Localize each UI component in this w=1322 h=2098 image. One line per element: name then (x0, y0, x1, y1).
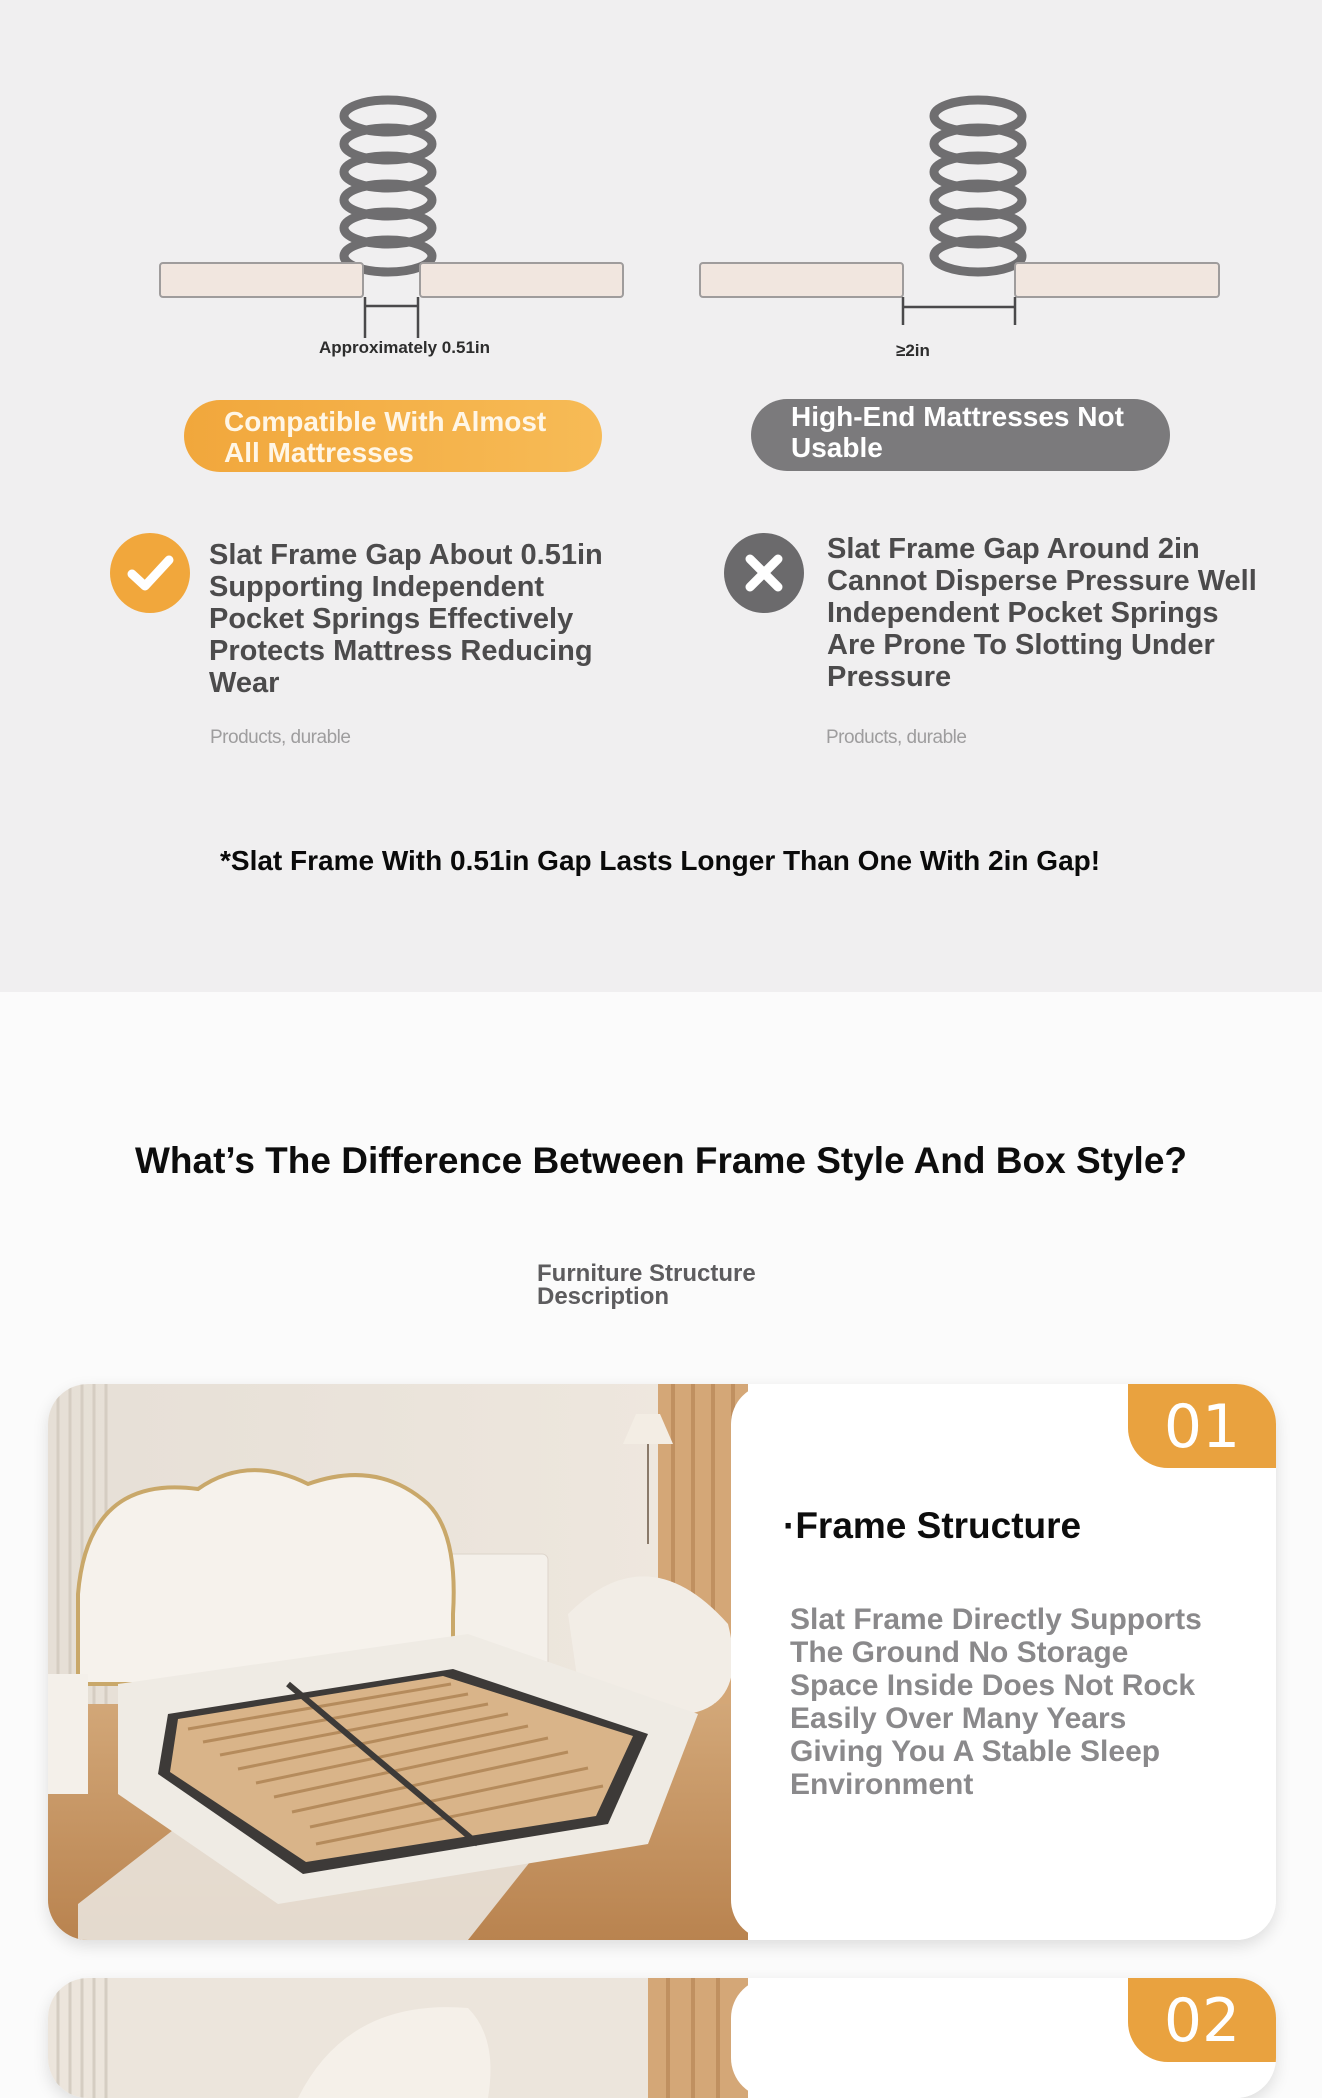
slat-right-b (1015, 263, 1219, 297)
right-caption: Products, durable (826, 727, 967, 748)
gap-marker-left (365, 297, 418, 338)
x-icon (724, 533, 804, 613)
right-description: Slat Frame Gap Around 2in Cannot Disperse Pressure Well Independent Pocket Springs Are Prone To Slotting Under Pressure (827, 533, 1257, 693)
gap-label-left: Approximately 0.51in (319, 338, 491, 357)
gap-footnote: *Slat Frame With 0.51in Gap Lasts Longer Than One With 2in Gap! (220, 845, 1101, 876)
spring-icon-right (934, 100, 1022, 272)
bed-box-photo (48, 1978, 748, 2098)
feature-title-01: ·Frame Structure (783, 1505, 1082, 1546)
slat-right-a (700, 263, 903, 297)
slat-left-b (420, 263, 623, 297)
feature-card-02 (48, 1978, 1276, 2098)
check-icon (110, 533, 190, 613)
feature-number-badge: 01 (1128, 1384, 1276, 1468)
gap-marker-right (903, 297, 1015, 325)
feature-description-01: Slat Frame Directly Supports The Ground No Storage Space Inside Does Not Rock Easily Over Many Years Giving You A Stable Sleep Environment (790, 1603, 1202, 1801)
spring-icon-left (344, 100, 432, 272)
bed-frame-photo (48, 1384, 748, 1940)
gap-label-right: ≥2in (896, 341, 930, 360)
section-title: What’s The Difference Between Frame Style And Box Style? (134, 1140, 1187, 1181)
slat-gap-diagram (0, 0, 1322, 380)
feature-number-badge: 02 (1128, 1978, 1276, 2062)
left-description: Slat Frame Gap About 0.51in Supporting Independent Pocket Springs Effectively Protects Mattress Reducing Wear (209, 539, 603, 699)
left-caption: Products, durable (210, 727, 351, 748)
not-usable-pill: High-End Mattresses Not Usable (751, 399, 1170, 471)
slat-left-a (160, 263, 363, 297)
section-subtitle: Furniture Structure Description (537, 1260, 756, 1310)
compatible-pill: Compatible With Almost All Mattresses (184, 400, 602, 472)
